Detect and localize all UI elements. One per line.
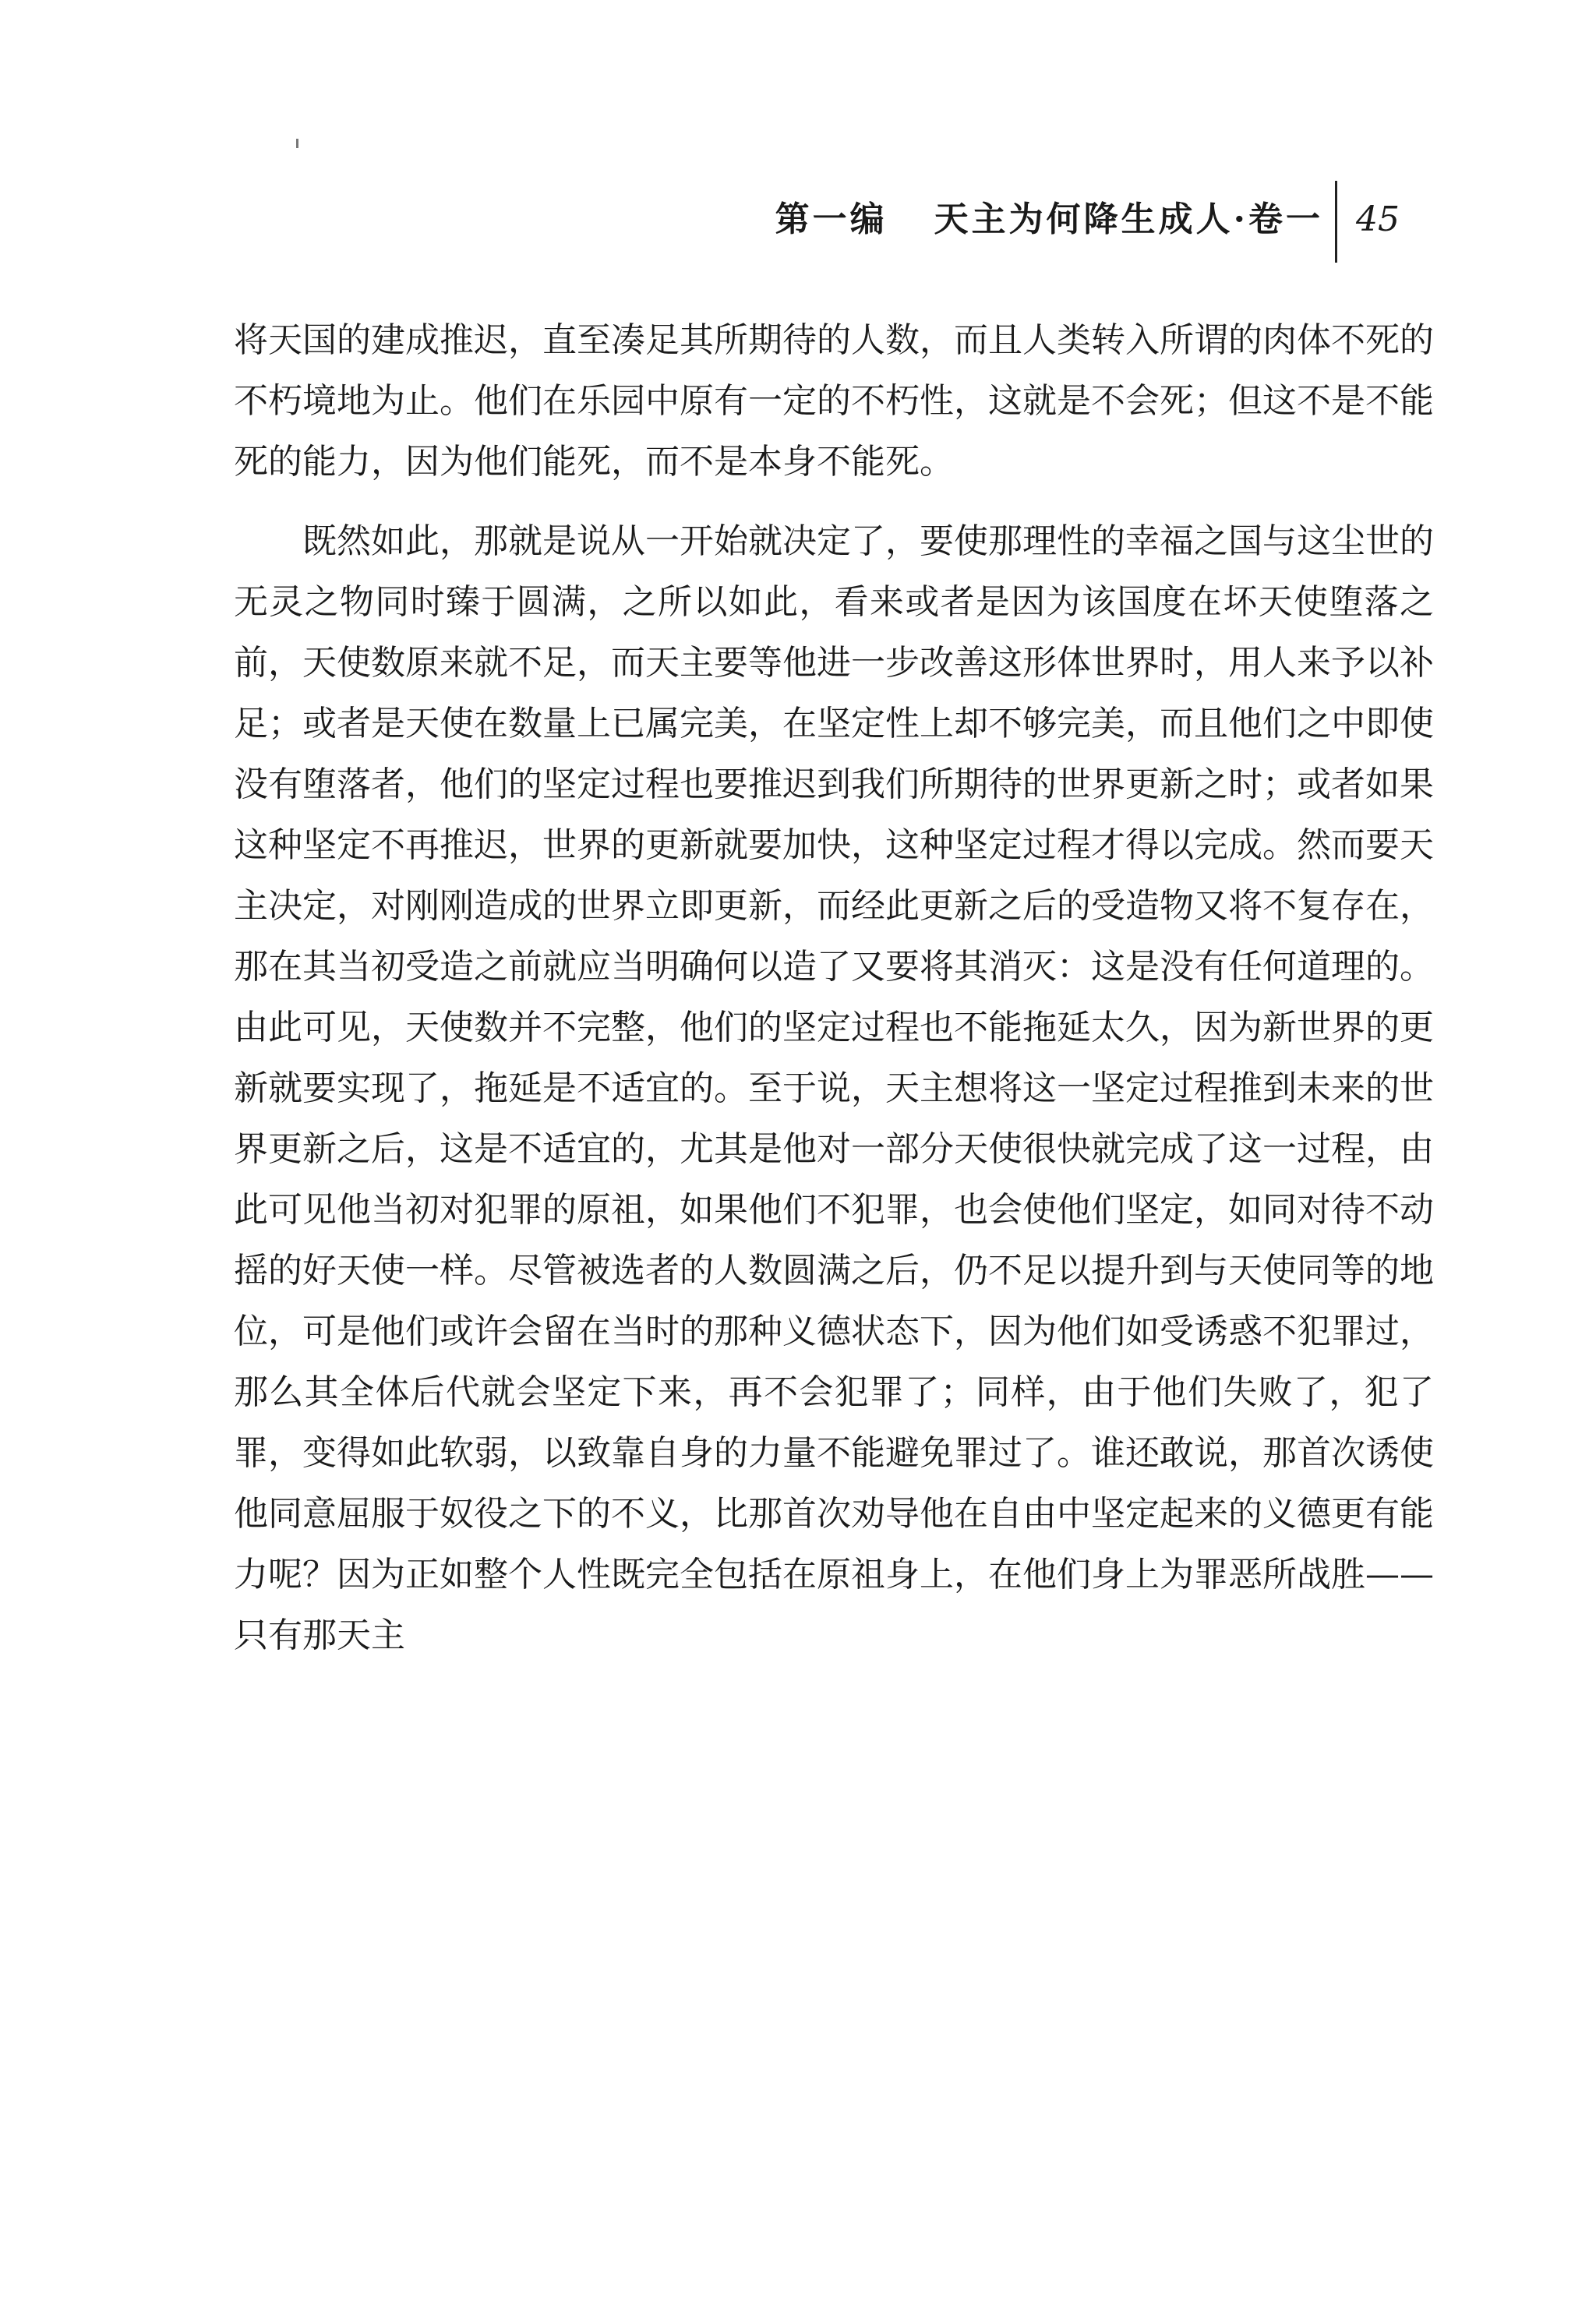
- paragraph: 既然如此，那就是说从一开始就决定了，要使那理性的幸福之国与这尘世的无灵之物同时臻于圆满，之所以如此，看来或者是因为该国度在坏天使堕落之前，天使数原来就不足，而天主要等他进一步改善这形体世界时，用人来予以补足；或者是天使在数量上已属完美，在坚定性上却不够完美，而且他们之中即使没有堕落者，他们的坚定过程也要推迟到我们所期待的世界更新之时；或者如果这种坚定不再推迟，世界的更新就要加快，这种坚定过程才得以完成。然而要天主决定，对刚刚造成的世界立即更新，而经此更新之后的受造物又将不复存在，那在其当初受造之前就应当明确何以造了又要将其消灭：这是没有任何道理的。由此可见，天使数并不完整，他们的坚定过程也不能拖延太久，因为新世界的更新就要实现了，拖延是不适宜的。至于说，天主想将这一坚定过程推到未来的世界更新之后，这是不适宜的，尤其是他对一部分天使很快就完成了这一过程，由此可见他当初对犯罪的原祖，如果他们不犯罪，也会使他们坚定，如同对待不动摇的好天使一样。尽管被选者的人数圆满之后，仍不足以提升到与天使同等的地位，可是他们或许会留在当时的那种义德状态下，因为他们如受诱惑不犯罪过，那么其全体后代就会坚定下来，再不会犯罪了；同样，由于他们失败了，犯了罪，变得如此软弱，以致靠自身的力量不能避免罪过了。谁还敢说，那首次诱使他同意屈服于奴役之下的不义，比那首次劝导他在自由中坚定起来的义德更有能力呢？因为正如整个人性既完全包括在原祖身上，在他们身上为罪恶所战胜——只有那天主: [234, 521, 1434, 1655]
- header-chapter: 天主为何降生成人·卷一: [934, 200, 1323, 239]
- header-part: 第一编: [775, 200, 888, 239]
- paragraph-continued: 将天国的建成推迟，直至凑足其所期待的人数，而且人类转入所谓的肉体不死的不朽境地为止。他们在乐园中原有一定的不朽性，这就是不会死；但这不是不能死的能力，因为他们能死，而不是本身不能死。: [234, 320, 1434, 482]
- header-divider: [1335, 181, 1337, 263]
- running-header: [0, 196, 1596, 259]
- scan-speck: [296, 139, 298, 148]
- page-number: 45: [1356, 200, 1400, 239]
- header-title: [775, 196, 1323, 243]
- body-text: [234, 310, 1434, 1666]
